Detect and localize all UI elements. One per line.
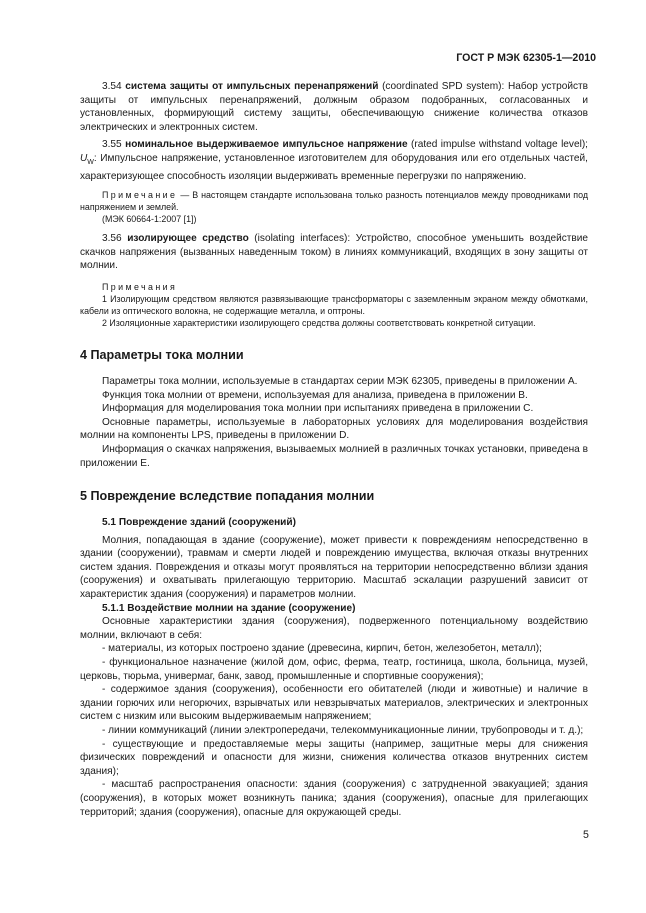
section-4-paragraph: Параметры тока молнии, используемые в стандартах серии МЭК 62305, приведены в приложении А. — [102, 375, 578, 387]
definition-text: (isolating interfaces): Устройство, способное уменьшить воздействие скачков напряжения (вызванных наведенным током) в линиях коммуникаций, входящих в зону защиты от молнии. — [80, 233, 588, 272]
document-code-header: ГОСТ Р МЭК 62305-1—2010 — [456, 52, 596, 64]
list-item: - существующие и предоставляемые меры защиты (например, защитные меры для снижения физических повреждений и опасности для жизни, снижения количества отказов внутренних систем здания); — [80, 738, 588, 777]
note-3-55 — [80, 189, 588, 213]
definition-term: изолирующее средство — [127, 233, 249, 245]
definition-text: (coordinated SPD system): Набор устройств защиты от импульсных перенапряжений, должным образом подобранных, согласованных и установленных, формирующий систему защиты, обеспечивающую снижение количества отказов электрических и электронных систем. — [80, 81, 588, 133]
definition-number: 3.54 — [102, 81, 122, 92]
note-item: 2 Изоляционные характеристики изолирующего средства должны соответствовать конкретной ситуации. — [102, 317, 536, 328]
list-item: - содержимое здания (сооружения), особенности его обитателей (люди и животные) и наличие в здании горючих или негорючих, взрывчатых или невзрывчатых материалов, электрических и электронных систем с низким или высоким выдерживаемым напряжением; — [80, 684, 588, 723]
page-number: 5 — [583, 829, 589, 841]
definition-term: система защиты от импульсных перенапряжений — [125, 81, 379, 92]
section-5-heading: 5 Повреждение вследствие попадания молнии — [80, 489, 375, 504]
list-item: - линии коммуникаций (линии электропередачи, телекоммуникационные линии, трубопроводы и т. д.); — [102, 725, 584, 737]
definition-text-cont: : Импульсное напряжение, установленное изготовителем для оборудования или его отдельных частей, характеризующее способность изоляции выдерживать временные перегрузки по напряжению. — [80, 152, 588, 182]
definition-number: 3.55 — [102, 139, 122, 151]
subsection-5-1-paragraph: Молния, попадающая в здание (сооружение), может привести к повреждениям непосредственно в здании (сооружении), травмам и смерти людей и повреждению имущества, включая отказы внутренних систем здания. Повреждения и отказы могут проявляться на территории непосредственно вблизи здания (сооружения) и охватывать прилегающую территорию. Масштаб эскалации разрушений зависит от характеристик здания (сооружения) и параметров молнии. — [80, 534, 588, 601]
notes-label: Примечания — [102, 281, 178, 292]
definition-number: 3.56 — [102, 233, 122, 245]
list-item: - масштаб распространения опасности: здания (сооружения) с затрудненной эвакуацией; здания (сооружения), в которых может возникнуть паника; здания (сооружения), опасные для прилегающих территорий; здания (сооружения), опасные для окружающей среды. — [80, 779, 588, 818]
section-4-heading: 4 Параметры тока молнии — [80, 347, 244, 362]
voltage-subscript: W — [87, 158, 94, 166]
page-body — [80, 80, 588, 819]
definition-term: номинальное выдерживаемое импульсное напряжение — [125, 139, 408, 151]
note-reference: (МЭК 60664-1:2007 [1]) — [102, 214, 197, 225]
subsection-5-1-1-heading: 5.1.1 Воздействие молнии на здание (сооружение) — [102, 602, 356, 614]
note-label: Примечание — [102, 190, 178, 201]
section-4-paragraph: Функция тока молнии от времени, используемая для анализа, приведена в приложении В. — [102, 389, 528, 401]
list-intro: Основные характеристики здания (сооружения), подверженного потенциальному воздействию молнии, включают в себя: — [80, 616, 588, 641]
list-item: - материалы, из которых построено здание (древесина, кирпич, бетон, железобетон, металл); — [102, 643, 542, 655]
list-item: - функциональное назначение (жилой дом, офис, ферма, театр, гостиница, школа, больница, музей, церковь, тюрьма, универмаг, банк, завод, промышленные и спортивные сооружения); — [80, 657, 588, 682]
subsection-5-1-heading: 5.1 Повреждение зданий (сооружений) — [102, 517, 296, 529]
voltage-symbol: U — [80, 152, 88, 164]
section-4-paragraph: Информация о скачках напряжения, вызываемых молнией в различных точках установки, приведена в приложении Е. — [80, 443, 588, 469]
definition-3-56 — [80, 232, 588, 273]
definition-3-55 — [80, 138, 588, 183]
section-4-paragraph: Основные параметры, используемые в лабораторных условиях для моделирования воздействия молнии на компоненты LPS, приведены в приложении D. — [80, 416, 588, 442]
definition-3-54 — [80, 80, 588, 134]
note-text: — В настоящем стандарте использована только разность потенциалов между проводниками под напряжением и землей. — [80, 190, 588, 213]
definition-text: (rated impulse withstand voltage level); — [407, 139, 588, 151]
section-4-paragraph: Информация для моделирования тока молнии при испытаниях приведена в приложении С. — [102, 403, 534, 415]
note-item: 1 Изолирующим средством являются развязывающие трансформаторы с заземленным экраном между обмотками, кабели из оптического волокна, не содержащие металла, и оптроны. — [80, 293, 588, 316]
